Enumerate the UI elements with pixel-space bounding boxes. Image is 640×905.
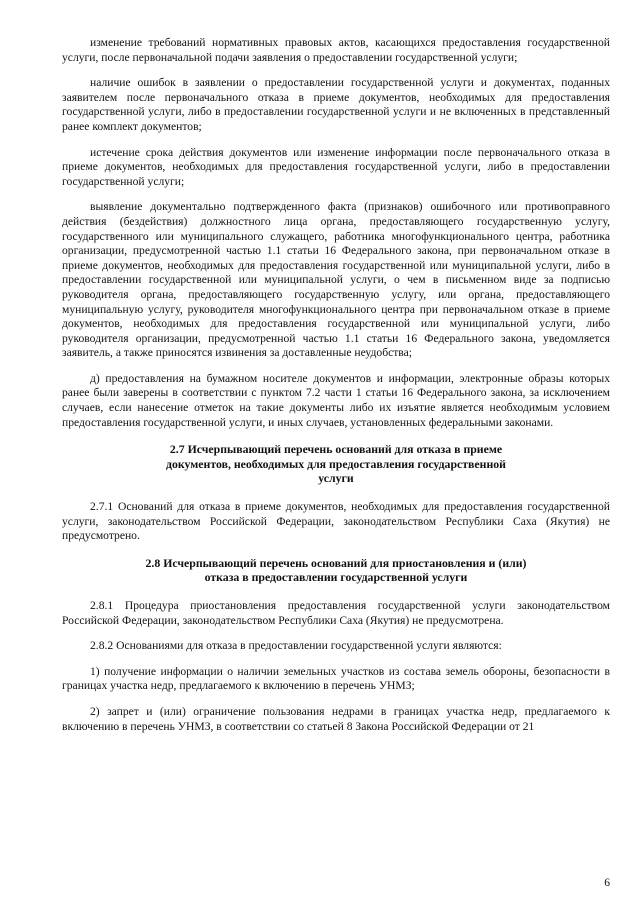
paragraph-2-7-1: 2.7.1 Оснований для отказа в приеме документов, необходимых для предоставления государственной услуги, законодательством Российской Федерации, законодательством Республики Саха (Якутия) не предусмотрено.: [62, 500, 610, 543]
section-2-8-heading: [62, 556, 610, 585]
paragraph-official-error: выявление документально подтвержденного факта (признаков) ошибочного или противоправного действия (бездействия) должностного лица органа, предоставляющего государственную услугу, государственного или муниципального служащего, работника многофункционального центра, работника организации, предусмотренной частью 1.1 статьи 16 Федерального закона, при первоначальном отказе в приеме документов, необходимых для предоставления государственной или муниципальной услуги, либо в предоставлении государственной или муниципальной услуги, о чем в письменном виде за подписью руководителя органа, предоставляющего государственную услугу, или органа, предоставляющего муниципальную услугу, руководителя многофункционального центра при первоначальном отказе в приеме документов, необходимых для предоставления государственной или муниципальной услуги, либо руководителя организации, предусмотренной частью 1.1 статьи 16 Федерального закона, уведомляется заявитель, а также приносятся извинения за доставленные неудобства;: [62, 200, 610, 360]
paragraph-item-1: 1) получение информации о наличии земельных участков из состава земель обороны, безопасности в границах участка недр, предлагаемого к включению в перечень УНМЗ;: [62, 664, 610, 693]
paragraph-item-2: 2) запрет и (или) ограничение пользования недрами в границах участка недр, предлагаемого к включению в перечень УНМЗ, в соответствии со статьей 8 Закона Российской Федерации от 21: [62, 704, 610, 733]
paragraph-errors-in-application: наличие ошибок в заявлении о предоставлении государственной услуги и документах, поданных заявителем после первоначального отказа в приеме документов, необходимых для предоставления государственной услуги, либо в предоставлении государственной услуги и не включенных в представленный ранее комплект документов;: [62, 76, 610, 133]
paragraph-2-8-1: 2.8.1 Процедура приостановления предоставления государственной услуги законодательством Российской Федерации, законодательством Республики Саха (Якутия) не предусмотрена.: [62, 599, 610, 627]
heading-line: 2.7 Исчерпывающий перечень оснований для отказа в приеме: [169, 442, 503, 457]
paragraph-documents-expiry: истечение срока действия документов или изменение информации после первоначального отказа в приеме документов, необходимых для предоставления государственной услуги, либо в предоставлении государственной услуги;: [62, 145, 610, 188]
page-number: 6: [604, 876, 610, 889]
heading-line: 2.8 Исчерпывающий перечень оснований для приостановления и (или): [145, 555, 527, 570]
heading-line: документов, необходимых для предоставления государственной: [166, 456, 506, 471]
paragraph-2-8-2: 2.8.2 Основаниями для отказа в предоставлении государственной услуги являются:: [90, 639, 502, 653]
document-page: [62, 36, 610, 745]
section-2-7-heading: [62, 442, 610, 486]
heading-line: отказа в предоставлении государственной услуги: [204, 570, 468, 585]
paragraph-paper-documents: д) предоставления на бумажном носителе документов и информации, электронные образы которых ранее были заверены в соответствии с пунктом 7.2 части 1 статьи 16 Федерального закона, за исключением случаев, если нанесение отметок на такие документы либо их изъятие является необходимым условием предоставления государственной услуги, и иных случаев, установленных федеральными законами.: [62, 371, 610, 429]
paragraph-requirements-change: изменение требований нормативных правовых актов, касающихся предоставления государственной услуги, после первоначальной подачи заявления о предоставлении государственной услуги;: [62, 36, 610, 64]
heading-line: услуги: [318, 471, 354, 486]
